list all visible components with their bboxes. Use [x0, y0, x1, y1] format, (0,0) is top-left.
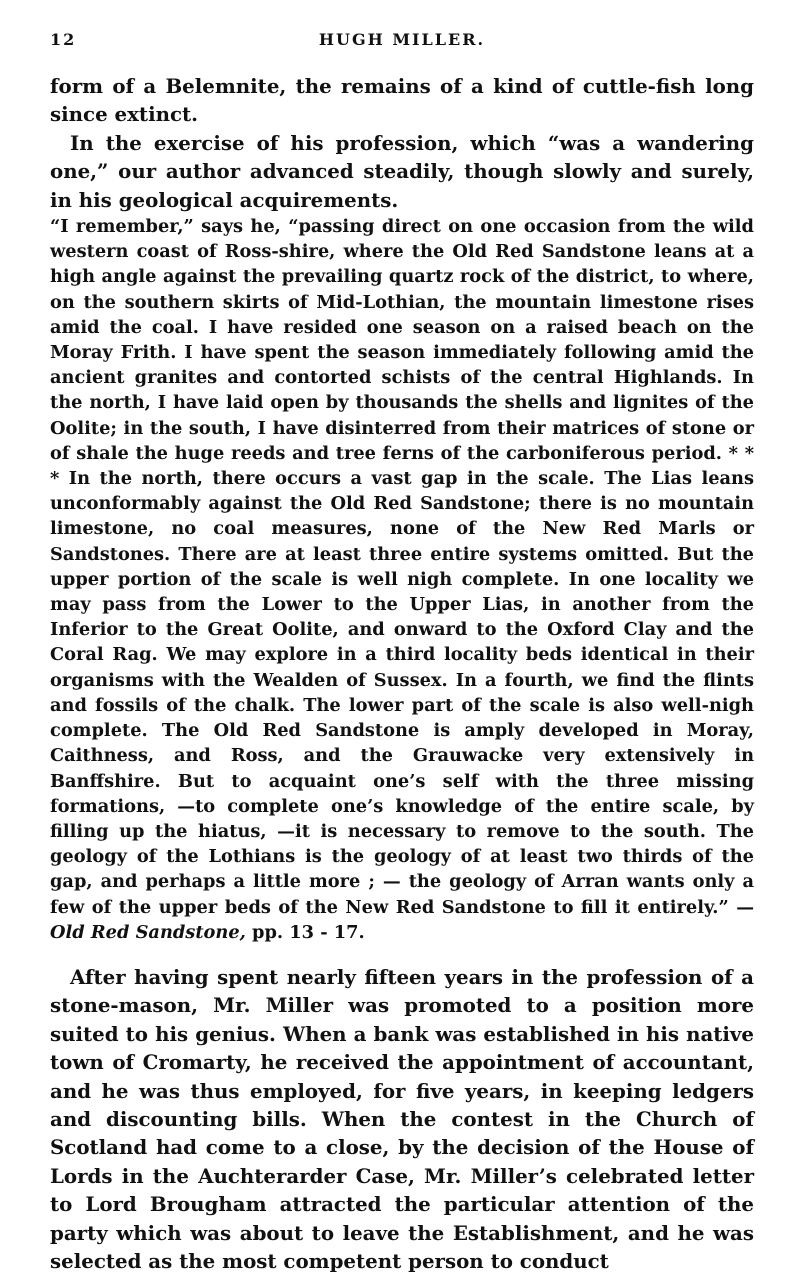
- paragraph-profession: In the exercise of his profession, which “was a wandering one,” our author advanced steadily, though slowly and surely, in his geological acquirements.: [50, 130, 754, 212]
- block-quote: [50, 214, 754, 945]
- paragraph-continuation: form of a Belemnite, the remains of a kind of cuttle-fish long since extinct.: [50, 74, 754, 127]
- page-number: 12: [50, 30, 77, 49]
- running-head: [50, 30, 754, 54]
- quote-citation: Old Red Sandstone,: [50, 921, 246, 943]
- main-text: [50, 72, 754, 214]
- quote-pages: pp. 13 - 17.: [245, 921, 365, 943]
- quote-text: “I remember,” says he, “passing direct on one occasion from the wild western coast of Ross-shire, where the Old Red Sandstone leans at a high angle against the prevailing quartz rock of the district, to where, on the southern skirts of Mid-Lothian, the mountain limestone rises amid the coal. I have resided one season on a raised beach on the Moray Frith. I have spent the season immediately following amid the ancient granites and contorted schists of the central Highlands. In the north, I have laid open by thousands the shells and lignites of the Oolite; in the south, I have disinterred from their matrices of stone or of shale the huge reeds and tree ferns of the carboniferous period. * * * In the north, there occurs a vast gap in the scale. The Lias leans unconformably against the Old Red Sandstone; there is no mountain limestone, no coal measures, none of the New Red Marls or Sandstones. There are at least three entire systems omitted. But the upper portion of the scale is well nigh complete. In one locality we may pass from the Lower to the Upper Lias, in another from the Inferior to the Great Oolite, and onward to the Oxford Clay and the Coral Rag. We may explore in a third locality beds identical in their organisms with the Wealden of Sussex. In a fourth, we find the flints and fossils of the chalk. The lower part of the scale is also well-nigh complete. The Old Red Sandstone is amply developed in Moray, Caithness, and Ross, and the Grauwacke very extensively in Banffshire. But to acquaint one’s self with the three missing formations, —to complete one’s knowledge of the entire scale, by filling up the hiatus, —it is necessary to remove to the south. The geology of the Lothians is the geology of at least two thirds of the gap, and perhaps a little more ; — the geology of Arran wants only a few of the upper beds of the New Red Sandstone to fill it entirely.” —: [50, 216, 754, 918]
- paragraph-bank: After having spent nearly fifteen years in the profession of a stone-mason, Mr. Miller was promoted to a position more suited to his genius. When a bank was established in his native town of Cromarty, he received the appointment of accountant, and he was thus employed, for five years, in keeping ledgers and discounting bills. When the contest in the Church of Scotland had come to a close, by the decision of the House of Lords in the Auchterarder Case, Mr. Miller’s celebrated letter to Lord Brougham attracted the particular attention of the party which was about to leave the Establishment, and he was selected as the most competent person to conduct: [50, 964, 754, 1273]
- running-title: HUGH MILLER.: [318, 30, 486, 49]
